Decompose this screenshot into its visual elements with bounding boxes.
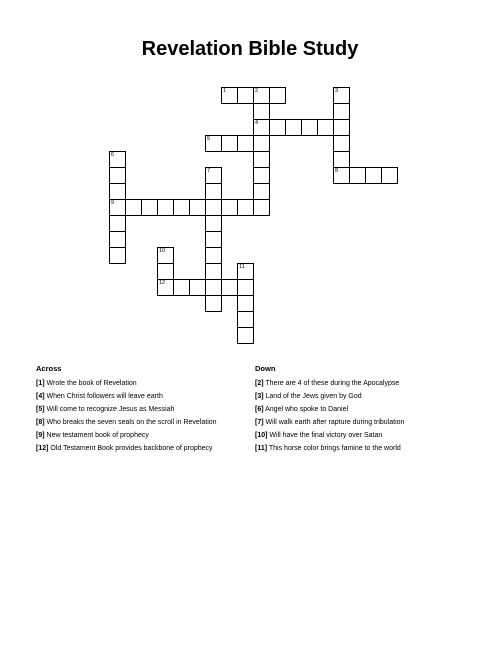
cell-number: 11	[239, 264, 245, 270]
grid-cell[interactable]	[269, 119, 286, 136]
across-clue-list	[36, 380, 251, 458]
down-clue-list	[255, 380, 470, 458]
grid-cell[interactable]	[205, 279, 222, 296]
grid-cell[interactable]	[333, 87, 350, 104]
grid-cell[interactable]	[157, 247, 174, 264]
clue-item	[36, 380, 251, 388]
grid-cell[interactable]	[253, 167, 270, 184]
grid-cell[interactable]	[333, 151, 350, 168]
grid-cell[interactable]	[109, 151, 126, 168]
grid-cell[interactable]	[205, 231, 222, 248]
grid-cell[interactable]	[333, 119, 350, 136]
clue-item	[255, 432, 470, 440]
clue-number: [8]	[36, 419, 45, 426]
clue-item	[255, 419, 470, 427]
grid-cell[interactable]	[189, 279, 206, 296]
clue-number: [1]	[36, 380, 45, 387]
cell-number: 5	[207, 136, 211, 142]
grid-cell[interactable]	[157, 263, 174, 280]
grid-cell[interactable]	[317, 119, 334, 136]
grid-cell[interactable]	[109, 247, 126, 264]
grid-cell[interactable]	[173, 279, 190, 296]
clue-text: Will have the final victory over Satan	[269, 432, 383, 439]
cell-number: 2	[255, 88, 259, 94]
clue-item	[36, 393, 251, 401]
grid-cell[interactable]	[205, 247, 222, 264]
clue-text: Who breaks the seven seals on the scroll in Revelation	[46, 419, 217, 426]
grid-cell[interactable]	[269, 87, 286, 104]
page-title: Revelation Bible Study	[141, 38, 359, 60]
cell-number: 4	[255, 120, 259, 126]
grid-cell[interactable]	[221, 279, 238, 296]
clue-item	[255, 393, 470, 401]
grid-cell[interactable]	[333, 135, 350, 152]
clue-text: When Christ followers will leave earth	[46, 393, 163, 400]
grid-cell[interactable]	[221, 87, 238, 104]
grid-cell[interactable]	[157, 199, 174, 216]
grid-cell[interactable]	[237, 135, 254, 152]
grid-cell[interactable]	[253, 183, 270, 200]
cell-number: 7	[207, 168, 211, 174]
cell-number: 8	[335, 168, 339, 174]
grid-cell[interactable]	[333, 103, 350, 120]
grid-cell[interactable]	[205, 167, 222, 184]
clue-text: Will walk earth after rapture during tribulation	[265, 419, 405, 426]
clue-text: There are 4 of these during the Apocalypse	[265, 380, 400, 387]
clue-text: Land of the Jews given by God	[265, 393, 362, 400]
grid-cell[interactable]	[109, 183, 126, 200]
clue-item	[255, 445, 470, 453]
grid-cell[interactable]	[237, 295, 254, 312]
clue-number: [5]	[36, 406, 45, 413]
clue-number: [10]	[255, 432, 268, 439]
cell-number: 3	[335, 88, 339, 94]
grid-cell[interactable]	[125, 199, 142, 216]
cell-number: 9	[111, 200, 115, 206]
clue-number: [7]	[255, 419, 264, 426]
clue-text: Angel who spoke to Daniel	[265, 406, 349, 413]
clue-text: This horse color brings famine to the world	[268, 445, 401, 452]
grid-cell[interactable]	[253, 151, 270, 168]
clue-number: [9]	[36, 432, 45, 439]
clue-item	[36, 432, 251, 440]
grid-cell[interactable]	[109, 215, 126, 232]
grid-cell[interactable]	[173, 199, 190, 216]
grid-cell[interactable]	[221, 199, 238, 216]
grid-cell[interactable]	[205, 295, 222, 312]
grid-cell[interactable]	[205, 199, 222, 216]
grid-cell[interactable]	[141, 199, 158, 216]
clue-number: [6]	[255, 406, 264, 413]
cell-number: 12	[159, 280, 166, 286]
grid-cell[interactable]	[253, 135, 270, 152]
across-heading: Across	[36, 364, 62, 373]
clue-number: [2]	[255, 380, 264, 387]
grid-cell[interactable]	[253, 103, 270, 120]
grid-cell[interactable]	[109, 231, 126, 248]
grid-cell[interactable]	[237, 279, 254, 296]
clue-number: [3]	[255, 393, 264, 400]
clue-number: [4]	[36, 393, 45, 400]
cell-number: 6	[111, 152, 115, 158]
grid-cell[interactable]	[221, 135, 238, 152]
clue-item	[255, 406, 470, 414]
grid-cell[interactable]	[205, 263, 222, 280]
clue-text: Will come to recognize Jesus as Messiah	[46, 406, 175, 413]
grid-cell[interactable]	[285, 119, 302, 136]
grid-cell[interactable]	[253, 87, 270, 104]
grid-cell[interactable]	[189, 199, 206, 216]
clue-text: Old Testament Book provides backbone of prophecy	[50, 445, 213, 452]
clue-item	[36, 406, 251, 414]
clue-item	[36, 445, 251, 453]
grid-cell[interactable]	[253, 119, 270, 136]
cell-number: 10	[159, 248, 166, 254]
grid-cell[interactable]	[349, 167, 366, 184]
grid-cell[interactable]	[109, 199, 126, 216]
grid-cell[interactable]	[205, 135, 222, 152]
grid-cell[interactable]	[237, 327, 254, 344]
grid-cell[interactable]	[109, 167, 126, 184]
grid-cell[interactable]	[301, 119, 318, 136]
clue-item	[255, 380, 470, 388]
down-heading: Down	[255, 364, 276, 373]
grid-cell[interactable]	[205, 215, 222, 232]
clue-item	[36, 419, 251, 427]
grid-cell[interactable]	[157, 279, 174, 296]
grid-cell[interactable]	[237, 311, 254, 328]
grid-cell[interactable]	[381, 167, 398, 184]
cell-number: 1	[223, 88, 227, 94]
grid-cell[interactable]	[237, 87, 254, 104]
clue-number: [11]	[255, 445, 268, 452]
grid-cell[interactable]	[253, 199, 270, 216]
grid-cell[interactable]	[205, 183, 222, 200]
clue-text: Wrote the book of Revelation	[46, 380, 137, 387]
grid-cell[interactable]	[237, 263, 254, 280]
clue-number: [12]	[36, 445, 49, 452]
grid-cell[interactable]	[237, 199, 254, 216]
grid-cell[interactable]	[333, 167, 350, 184]
clue-text: New testament book of prophecy	[46, 432, 149, 439]
grid-cell[interactable]	[365, 167, 382, 184]
